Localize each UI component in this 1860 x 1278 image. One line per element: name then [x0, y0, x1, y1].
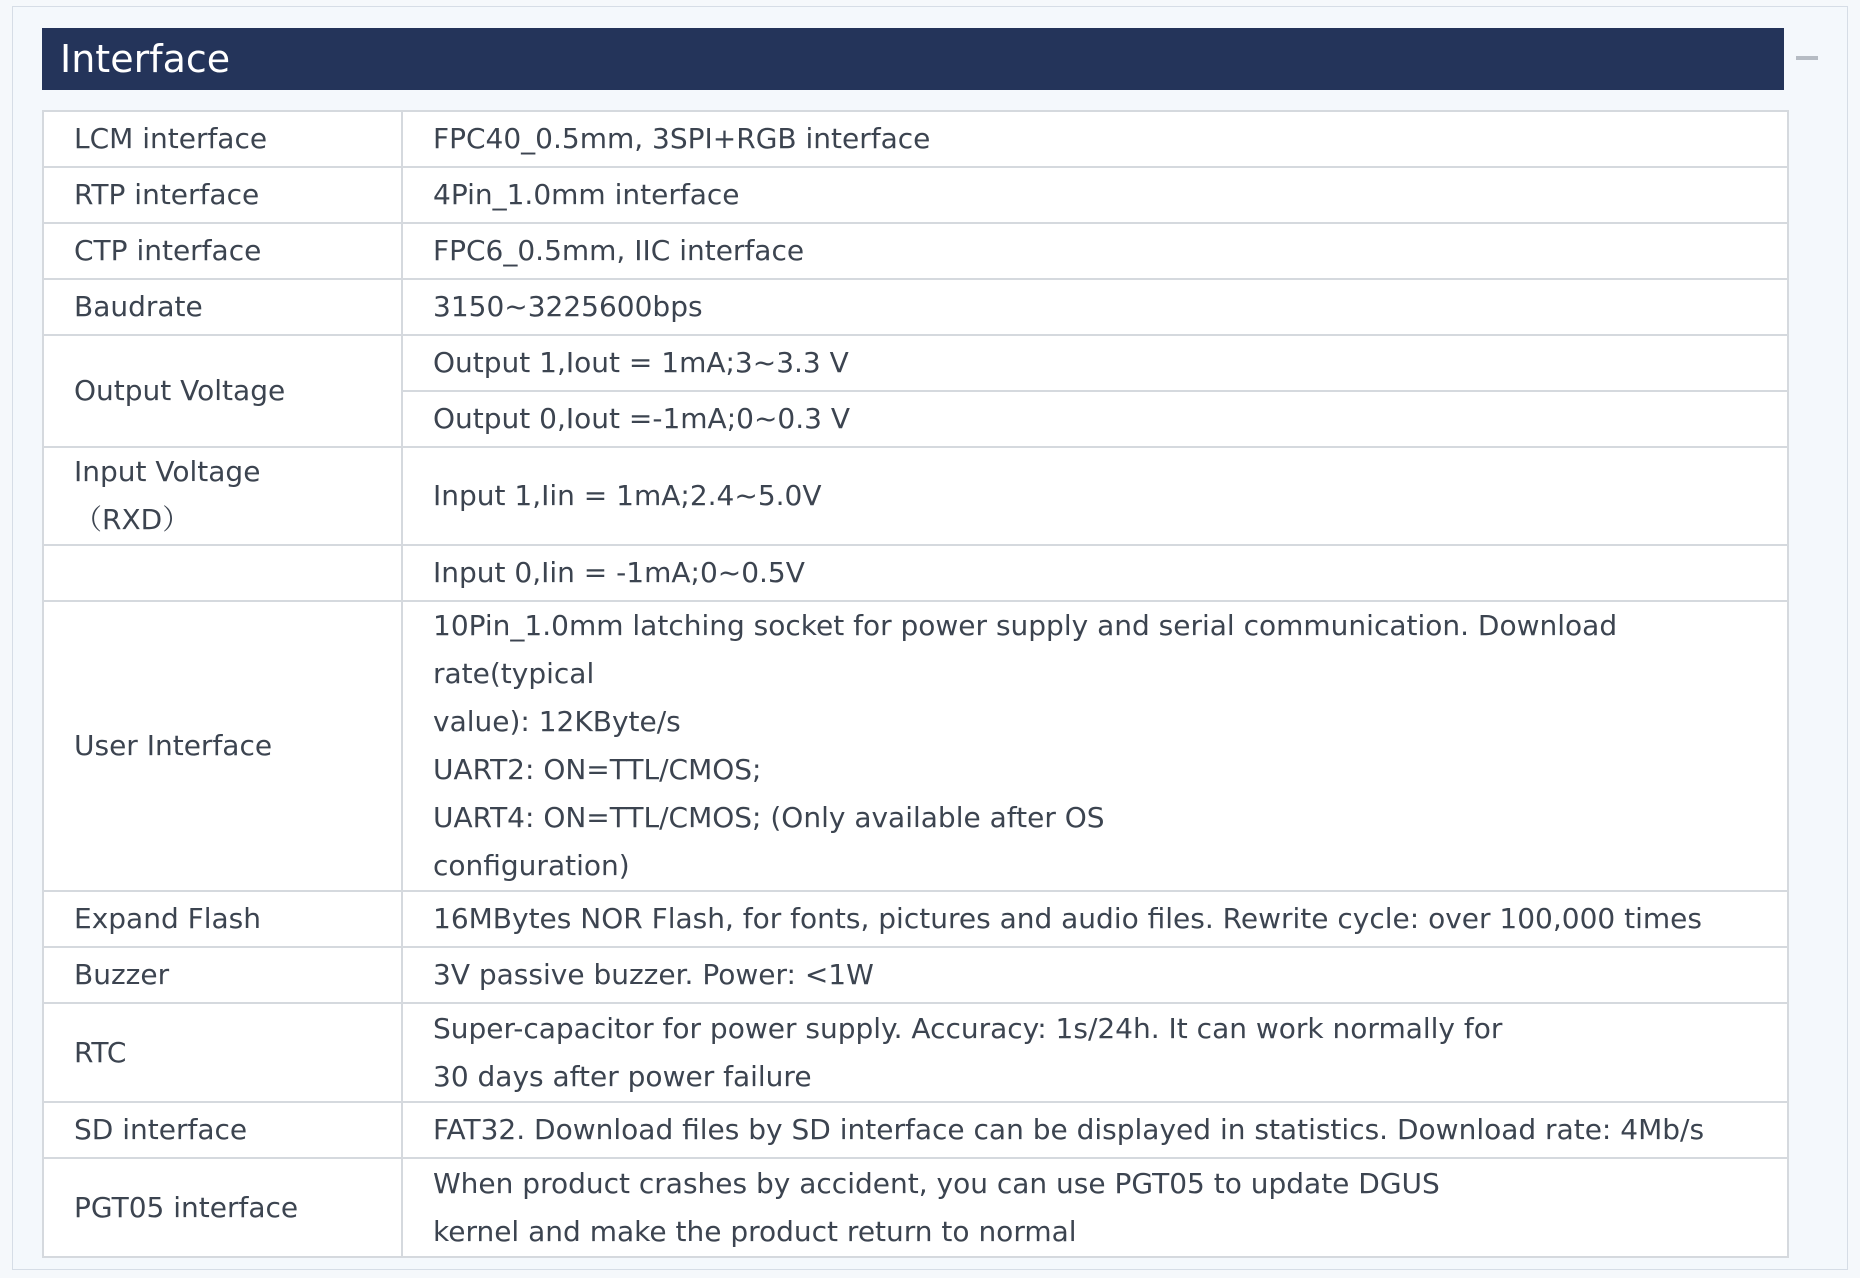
spec-table — [42, 110, 1789, 1258]
minus-icon[interactable] — [1796, 56, 1818, 60]
row-value — [402, 1003, 1788, 1102]
row-value-line: value): 12KByte/s — [433, 705, 681, 738]
table-row — [43, 111, 1788, 167]
table-row — [43, 1102, 1788, 1158]
row-label: SD interface — [43, 1102, 402, 1158]
row-value-line: When product crashes by accident, you can use PGT05 to update DGUS — [433, 1166, 1440, 1200]
section-header[interactable] — [42, 28, 1784, 90]
row-value-line: Super-capacitor for power supply. Accuracy: 1s/24h. It can work normally for — [433, 1011, 1503, 1045]
table-row — [43, 447, 1788, 545]
table-row — [43, 1003, 1788, 1102]
row-value: Output 1,Iout = 1mA;3~3.3 V — [402, 335, 1788, 391]
row-label: Expand Flash — [43, 891, 402, 947]
row-value: 3V passive buzzer. Power: <1W — [402, 947, 1788, 1003]
table-row — [43, 545, 1788, 601]
row-label — [43, 447, 402, 545]
row-value: Output 0,Iout =-1mA;0~0.3 V — [402, 391, 1788, 447]
row-label: PGT05 interface — [43, 1158, 402, 1257]
table-row — [43, 1158, 1788, 1257]
row-label: LCM interface — [43, 111, 402, 167]
row-value: Input 0,Iin = -1mA;0~0.5V — [402, 545, 1788, 601]
row-value — [402, 1158, 1788, 1257]
section-title: Interface — [60, 37, 231, 81]
row-label: Buzzer — [43, 947, 402, 1003]
table-row — [43, 891, 1788, 947]
row-value: 3150~3225600bps — [402, 279, 1788, 335]
table-row — [43, 279, 1788, 335]
row-value — [402, 601, 1788, 891]
row-value-line: UART4: ON=TTL/CMOS; (Only available after OS — [433, 801, 1105, 834]
table-row — [43, 335, 1788, 391]
row-label — [43, 545, 402, 601]
row-value: 16MBytes NOR Flash, for fonts, pictures and audio files. Rewrite cycle: over 100,000 times — [402, 891, 1788, 947]
row-label: Baudrate — [43, 279, 402, 335]
row-label: User Interface — [43, 601, 402, 891]
table-row — [43, 167, 1788, 223]
row-value-line: 10Pin_1.0mm latching socket for power supply and serial communication. Download rate(typical — [433, 609, 1618, 690]
row-value-line: configuration) — [433, 849, 630, 882]
row-value-line: kernel and make the product return to normal — [433, 1214, 1077, 1248]
row-label: Output Voltage — [43, 335, 402, 447]
row-label: CTP interface — [43, 223, 402, 279]
row-value: 4Pin_1.0mm interface — [402, 167, 1788, 223]
row-value: FAT32. Download files by SD interface can be displayed in statistics. Download rate: 4Mb/s — [402, 1102, 1788, 1158]
row-value-line: 30 days after power failure — [433, 1059, 812, 1093]
row-value: Input 1,Iin = 1mA;2.4~5.0V — [402, 447, 1788, 545]
row-label: RTP interface — [43, 167, 402, 223]
row-label-line: Input Voltage — [74, 455, 261, 488]
row-label-line: （RXD） — [74, 503, 191, 536]
row-label: RTC — [43, 1003, 402, 1102]
table-row — [43, 947, 1788, 1003]
table-row — [43, 601, 1788, 891]
table-row — [43, 223, 1788, 279]
row-value-line: UART2: ON=TTL/CMOS; — [433, 753, 762, 786]
row-value: FPC6_0.5mm, IIC interface — [402, 223, 1788, 279]
row-value: FPC40_0.5mm, 3SPI+RGB interface — [402, 111, 1788, 167]
